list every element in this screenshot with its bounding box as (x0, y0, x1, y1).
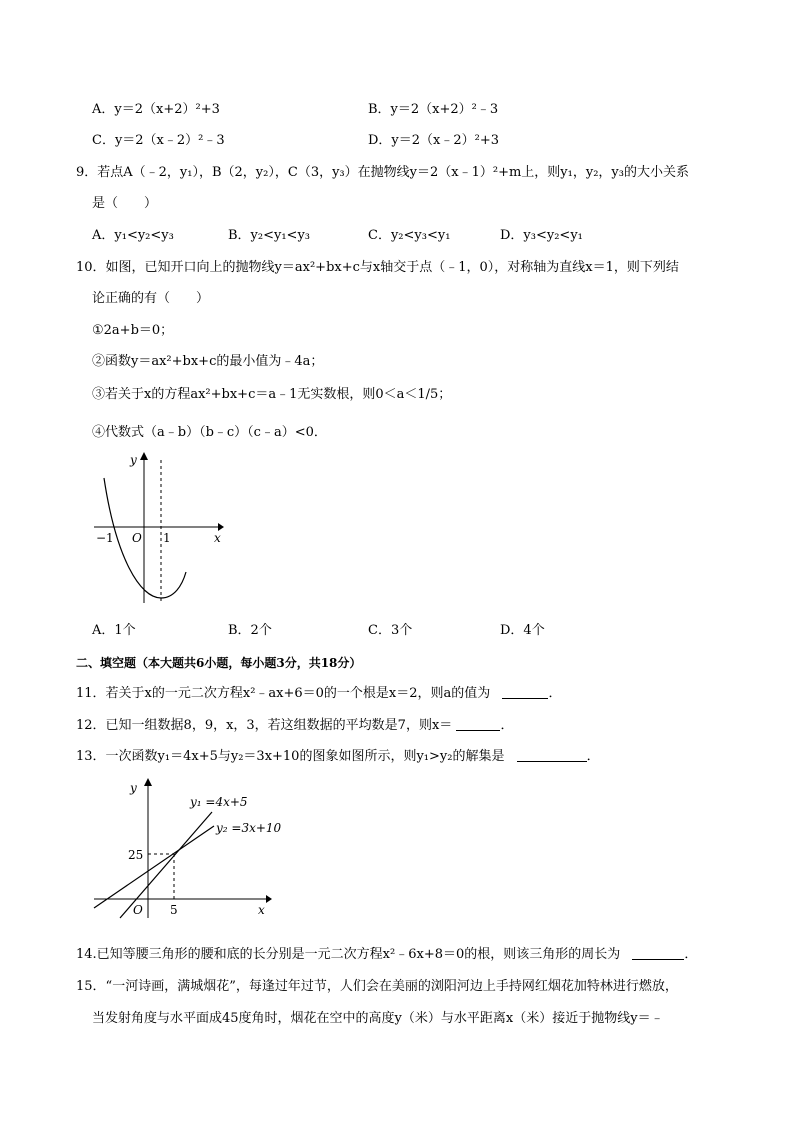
q12: 12．已知一组数据8，9，x，3，若这组数据的平均数是7，则x＝ ． (76, 718, 514, 733)
q9-option-d: D．y₃<y₂<y₁ (500, 228, 583, 243)
q13-answer-blank[interactable] (517, 749, 587, 762)
q10-stem: 10．如图，已知开口向上的抛物线y＝ax²+bx+c与x轴交于点（﹣1，0），对称轴为直线x＝1，则下列结 (76, 260, 679, 275)
q10-option-a: A．1个 (92, 623, 136, 638)
q14: 14.已知等腰三角形的腰和底的长分别是一元二次方程x²﹣6x+8＝0的根，则该三角形的周长为 ． (76, 947, 698, 962)
q9-stem-cont: 是（ ） (92, 196, 158, 211)
line-y2-label: y₂ =3x+10 (216, 821, 282, 835)
origin-label: O (132, 531, 142, 545)
line-y2 (94, 826, 214, 908)
q10-option-b: B．2个 (228, 623, 272, 638)
q10-statement-2: ②函数y＝ax²+bx+c的最小值为﹣4a； (92, 354, 324, 369)
line-y1-label: y₁ =4x+5 (190, 795, 248, 809)
q11-answer-blank[interactable] (502, 686, 548, 699)
q8-option-a: A．y＝2（x+2）²+3 (92, 102, 220, 117)
q9-option-a: A．y₁<y₂<y₃ (92, 228, 174, 243)
y-axis-label: y (130, 453, 137, 467)
q10-statement-3: ③若关于x的方程ax²+bx+c＝a﹣1无实数根，则0＜a＜1/5； (92, 387, 452, 402)
q10-option-c: C．3个 (368, 623, 413, 638)
q13: 13．一次函数y₁＝4x+5与y₂＝3x+10的图象如图所示，则y₁>y₂的解集是 ． (76, 749, 600, 764)
one-label: 1 (163, 531, 171, 545)
q9-option-b: B．y₂<y₁<y₃ (228, 228, 311, 243)
q15-line-2: 当发射角度与水平面成45度角时，烟花在空中的高度y（米）与水平距离x（米）接近于抛物线y＝﹣ (92, 1011, 664, 1026)
x-axis-label: x (258, 903, 265, 917)
q11: 11．若关于x的一元二次方程x²﹣ax+6＝0的一个根是x＝2，则a的值为 ． (76, 686, 562, 701)
q8-option-d: D．y＝2（x﹣2）²+3 (368, 133, 500, 148)
origin-label: O (133, 903, 143, 917)
q8-option-c: C．y＝2（x﹣2）²﹣3 (92, 133, 225, 148)
q14-answer-blank[interactable] (632, 947, 684, 960)
q9-option-c: C．y₂<y₃<y₁ (368, 228, 451, 243)
q10-statement-4: ④代数式（a﹣b）（b﹣c）（c﹣a）<0． (92, 425, 327, 440)
y-axis-label: y (130, 781, 137, 795)
minus-one-label: −1 (96, 531, 114, 545)
q15-line-1: 15．“一河诗画，满城烟花”，每逢过年过节，人们会在美丽的浏阳河边上手持网红烟花加特林进行燃放， (76, 979, 678, 994)
q10-statement-1: ①2a+b＝0； (92, 323, 174, 338)
q10-stem-cont: 论正确的有（ ） (92, 291, 210, 306)
q9-stem: 9．若点A（﹣2，y₁），B（2，y₂），C（3，y₃）在抛物线y＝2（x﹣1）²+m上，则y₁，y₂，y₃的大小关系 (76, 165, 689, 180)
q13-linear-graph (88, 770, 298, 920)
x-axis-label: x (214, 531, 221, 545)
q8-option-b: B．y＝2（x+2）²﹣3 (368, 102, 499, 117)
label-5: 5 (170, 903, 178, 917)
parabola-curve (104, 478, 186, 598)
section-2-heading: 二、填空题（本大题共6小题，每小题3分，共18分） (76, 656, 362, 670)
q10-parabola-graph (88, 448, 228, 608)
q12-answer-blank[interactable] (456, 718, 500, 731)
q10-option-d: D．4个 (500, 623, 545, 638)
label-25: 25 (128, 848, 144, 862)
